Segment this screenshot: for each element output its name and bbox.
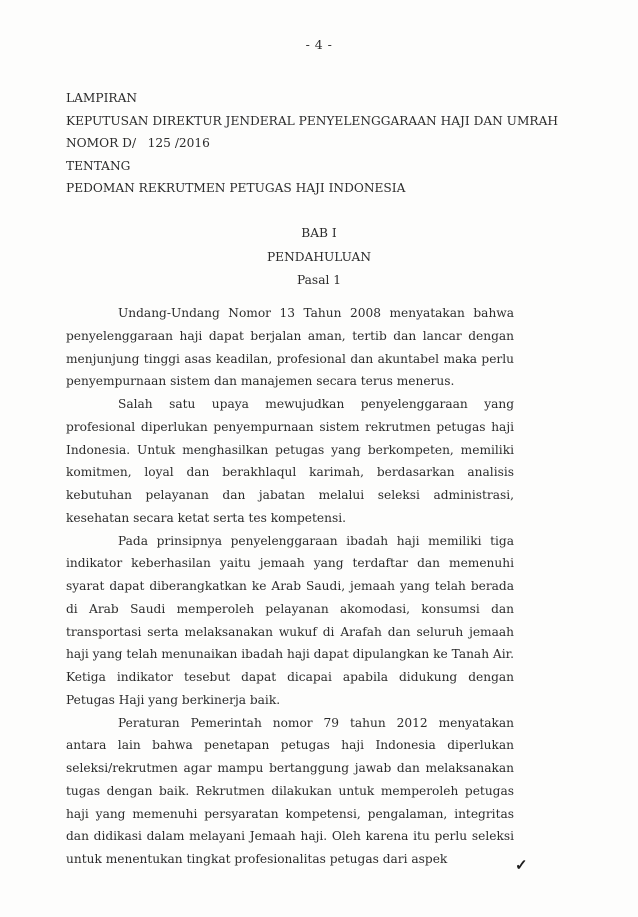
header-subject: PEDOMAN REKRUTMEN PETUGAS HAJI INDONESIA: [66, 181, 406, 196]
paraf-mark: ✓: [515, 856, 528, 874]
page-number: - 4 -: [305, 37, 333, 52]
article-number: Pasal 1: [297, 273, 341, 287]
header-about: TENTANG: [66, 158, 131, 173]
chapter-number: BAB I: [301, 226, 337, 240]
header-appendix: LAMPIRAN: [66, 91, 138, 105]
document-body: [66, 302, 514, 871]
header-number: NOMOR D/ 125 /2016: [66, 136, 210, 151]
decree-header: [66, 87, 586, 200]
chapter-title: PENDAHULUAN: [266, 250, 372, 264]
paragraph: Pada prinsipnya penyelenggaraan ibadah haji memiliki tiga indikator keberhasilan yaitu jemaah yang terdaftar dan memenuhi syarat dapat diberangkatkan ke Arab Saudi, jemaah yang telah berada di Arab Saudi memperoleh pelayanan akomodasi, konsumsi dan transportasi serta melaksanakan wukuf di Arafah dan seluruh jemaah haji yang telah menunaikan ibadah haji dapat dipulangkan ke Tanah Air. Ketiga indikator tesebut dapat dicapai apabila didukung dengan Petugas Haji yang berkinerja baik.: [66, 533, 514, 707]
paragraph: Salah satu upaya mewujudkan penyelenggaraan yang profesional diperlukan penyempurnaan sistem rekrutmen petugas haji Indonesia. Untuk menghasilkan petugas yang berkompeten, memiliki komitmen, loyal dan berakhlaqul karimah, berdasarkan analisis kebutuhan pelayanan dan jabatan melalui seleksi administrasi, kesehatan secara ketat serta tes kompetensi.: [66, 397, 514, 525]
paragraph: Undang-Undang Nomor 13 Tahun 2008 menyatakan bahwa penyelenggaraan haji dapat berjalan aman, tertib dan lancar dengan menjunjung tinggi asas keadilan, profesional dan akuntabel maka perlu penyempurnaan sistem dan manajemen secara terus menerus.: [66, 306, 514, 389]
header-decree: KEPUTUSAN DIREKTUR JENDERAL PENYELENGGARAAN HAJI DAN UMRAH: [66, 113, 559, 128]
paragraph: Peraturan Pemerintah nomor 79 tahun 2012 menyatakan antara lain bahwa penetapan petugas haji Indonesia diperlukan seleksi/rekrutmen agar mampu bertanggung jawab dan melaksanakan tugas dengan baik. Rekrutmen dilakukan untuk memperoleh petugas haji yang memenuhi persyaratan kompetensi, pengalaman, integritas dan didikasi dalam melayani Jemaah haji. Oleh karena itu perlu seleksi untuk menentukan tingkat profesionalitas petugas dari aspek: [66, 715, 514, 866]
